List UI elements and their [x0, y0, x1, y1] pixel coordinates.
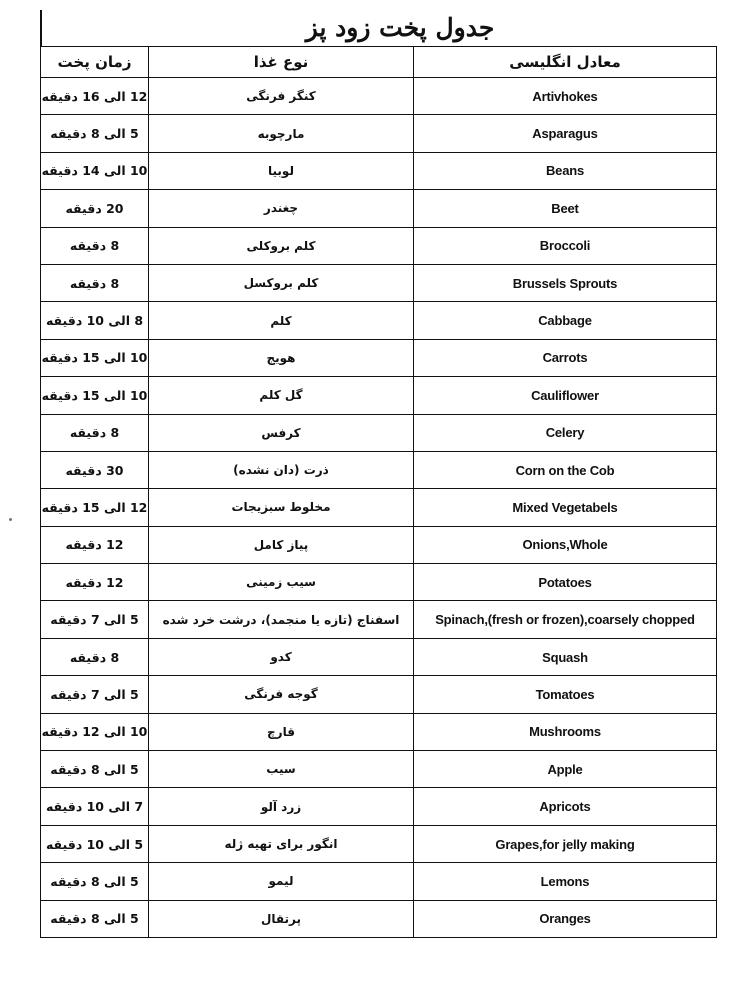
time-cell: 10 الی 14 دقیقه	[41, 152, 149, 189]
english-cell: Tomatoes	[414, 676, 717, 713]
english-cell: Lemons	[414, 863, 717, 900]
time-cell: 10 الی 15 دقیقه	[41, 377, 149, 414]
table-row	[41, 339, 717, 376]
time-cell: 8 الی 10 دقیقه	[41, 302, 149, 339]
time-cell: 5 الی 8 دقیقه	[41, 751, 149, 788]
english-cell: Squash	[414, 638, 717, 675]
food-cell: لوبیا	[149, 152, 414, 189]
time-cell: 12 دقیقه	[41, 564, 149, 601]
english-cell: Apple	[414, 751, 717, 788]
table-row	[41, 78, 717, 115]
english-cell: Cabbage	[414, 302, 717, 339]
time-cell: 8 دقیقه	[41, 414, 149, 451]
food-cell: کلم بروکسل	[149, 264, 414, 301]
time-cell: 30 دقیقه	[41, 451, 149, 488]
time-cell: 7 الی 10 دقیقه	[41, 788, 149, 825]
time-cell: 12 الی 16 دقیقه	[41, 78, 149, 115]
food-cell: مارچوبه	[149, 115, 414, 152]
table-row	[41, 190, 717, 227]
english-cell: Carrots	[414, 339, 717, 376]
food-cell: پرتقال	[149, 900, 414, 937]
english-cell: Asparagus	[414, 115, 717, 152]
table-row	[41, 264, 717, 301]
table-row	[41, 638, 717, 675]
food-cell: سیب	[149, 751, 414, 788]
food-cell: لیمو	[149, 863, 414, 900]
food-cell: کنگر فرنگی	[149, 78, 414, 115]
table-row	[41, 564, 717, 601]
time-cell: 12 دقیقه	[41, 526, 149, 563]
time-cell: 5 الی 7 دقیقه	[41, 601, 149, 638]
english-cell: Beans	[414, 152, 717, 189]
english-cell: Mushrooms	[414, 713, 717, 750]
time-cell: 5 الی 8 دقیقه	[41, 863, 149, 900]
time-cell: 10 الی 12 دقیقه	[41, 713, 149, 750]
table-row	[41, 788, 717, 825]
table-row	[41, 676, 717, 713]
english-cell: Spinach,(fresh or frozen),coarsely chopped	[414, 601, 717, 638]
food-cell: چغندر	[149, 190, 414, 227]
header-food: نوع غذا	[149, 47, 414, 78]
table-row	[41, 489, 717, 526]
cooking-table-sheet	[40, 10, 716, 965]
english-cell: Brussels Sprouts	[414, 264, 717, 301]
time-cell: 8 دقیقه	[41, 264, 149, 301]
english-cell: Apricots	[414, 788, 717, 825]
time-cell: 12 الی 15 دقیقه	[41, 489, 149, 526]
table-row	[41, 825, 717, 862]
english-cell: Celery	[414, 414, 717, 451]
table-row	[41, 601, 717, 638]
food-cell: گوجه فرنگی	[149, 676, 414, 713]
table-row	[41, 302, 717, 339]
time-cell: 20 دقیقه	[41, 190, 149, 227]
english-cell: Onions,Whole	[414, 526, 717, 563]
time-cell: 5 الی 10 دقیقه	[41, 825, 149, 862]
title-row	[40, 10, 718, 46]
time-cell: 5 الی 8 دقیقه	[41, 900, 149, 937]
scan-speck	[9, 518, 12, 521]
header-english: معادل انگلیسی	[414, 47, 717, 78]
time-cell: 8 دقیقه	[41, 227, 149, 264]
table-row	[41, 227, 717, 264]
cooking-time-table	[40, 46, 717, 938]
english-cell: Grapes,for jelly making	[414, 825, 717, 862]
header-time: زمان پخت	[41, 47, 149, 78]
food-cell: کرفس	[149, 414, 414, 451]
food-cell: پیاز کامل	[149, 526, 414, 563]
time-cell: 5 الی 8 دقیقه	[41, 115, 149, 152]
time-cell: 8 دقیقه	[41, 638, 149, 675]
table-row	[41, 526, 717, 563]
food-cell: انگور برای تهیه ژله	[149, 825, 414, 862]
food-cell: زرد آلو	[149, 788, 414, 825]
english-cell: Broccoli	[414, 227, 717, 264]
english-cell: Potatoes	[414, 564, 717, 601]
table-row	[41, 414, 717, 451]
food-cell: کلم	[149, 302, 414, 339]
time-cell: 10 الی 15 دقیقه	[41, 339, 149, 376]
table-row	[41, 900, 717, 937]
food-cell: اسفناج (تازه یا منجمد)، درشت خرد شده	[149, 601, 414, 638]
english-cell: Cauliflower	[414, 377, 717, 414]
table-row	[41, 863, 717, 900]
food-cell: هویج	[149, 339, 414, 376]
table-body	[41, 78, 717, 938]
food-cell: مخلوط سبزیجات	[149, 489, 414, 526]
english-cell: Oranges	[414, 900, 717, 937]
english-cell: Mixed Vegetabels	[414, 489, 717, 526]
table-row	[41, 713, 717, 750]
food-cell: سیب زمینی	[149, 564, 414, 601]
food-cell: گل کلم	[149, 377, 414, 414]
food-cell: ذرت (دان نشده)	[149, 451, 414, 488]
header-row	[41, 47, 717, 78]
table-row	[41, 377, 717, 414]
food-cell: کلم بروکلی	[149, 227, 414, 264]
food-cell: قارچ	[149, 713, 414, 750]
page-title: جدول پخت زود پز	[305, 13, 495, 42]
food-cell: کدو	[149, 638, 414, 675]
table-row	[41, 751, 717, 788]
table-row	[41, 115, 717, 152]
table-row	[41, 152, 717, 189]
time-cell: 5 الی 7 دقیقه	[41, 676, 149, 713]
english-cell: Beet	[414, 190, 717, 227]
english-cell: Corn on the Cob	[414, 451, 717, 488]
table-row	[41, 451, 717, 488]
english-cell: Artivhokes	[414, 78, 717, 115]
